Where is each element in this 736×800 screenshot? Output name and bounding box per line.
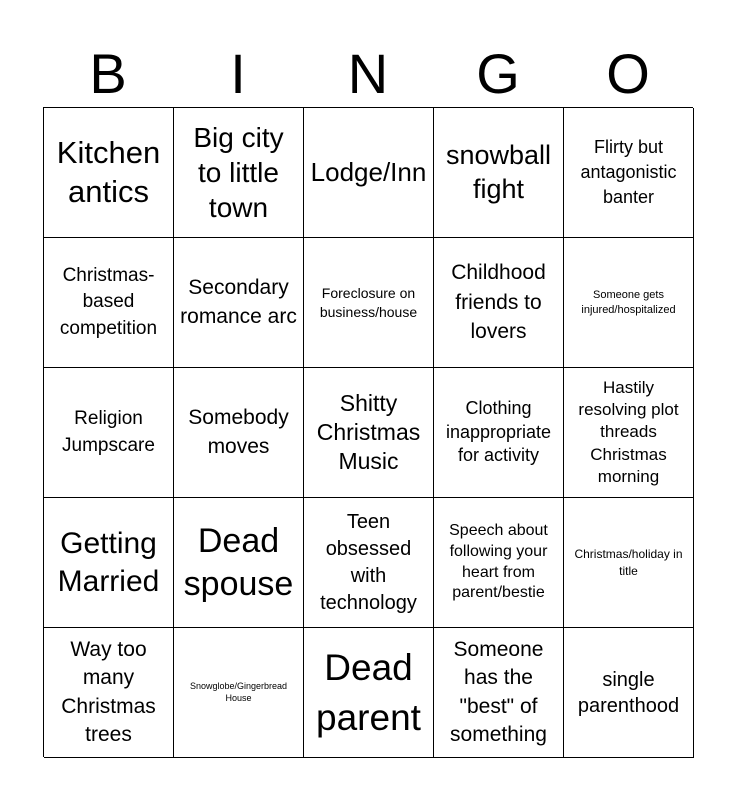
bingo-cell[interactable] [564,498,694,628]
bingo-cell[interactable] [564,108,694,238]
cell-text: Shitty Christmas Music [316,390,421,474]
header-letter-n: N [347,42,389,105]
bingo-header [43,40,693,108]
bingo-cell[interactable] [44,108,174,238]
bingo-cell[interactable] [44,628,174,758]
cell-text: Secondary romance arc [180,276,297,328]
header-letter-b: B [89,42,127,105]
cell-text: Foreclosure on business/house [319,285,418,320]
header-letter-i: I [230,42,246,105]
bingo-cell[interactable] [564,368,694,498]
cell-text: Big city to little town [193,122,284,223]
bingo-cell[interactable] [434,368,564,498]
bingo-cell[interactable] [304,238,434,368]
cell-text: Someone has the "best" of something [450,637,547,746]
cell-text: Somebody moves [188,406,289,458]
cell-text: Christmas-based competition [59,264,158,339]
cell-text: Flirty but antagonistic banter [580,136,677,208]
bingo-cell[interactable] [564,628,694,758]
cell-text: Christmas/holiday in title [574,547,683,578]
bingo-cell[interactable] [44,498,174,628]
bingo-cell[interactable] [304,368,434,498]
cell-text: Kitchen antics [56,134,161,209]
bingo-cell[interactable] [304,108,434,238]
bingo-cell[interactable] [434,238,564,368]
cell-text: Way too many Christmas trees [61,637,156,746]
cell-text: Teen obsessed with technology [320,510,417,614]
bingo-cell[interactable] [304,498,434,628]
header-letter-g: G [476,42,520,105]
cell-text: Someone gets injured/hospitalized [581,289,676,316]
bingo-grid [43,107,693,757]
bingo-cell[interactable] [564,238,694,368]
bingo-cell[interactable] [174,498,304,628]
bingo-cell[interactable] [434,498,564,628]
bingo-cell[interactable] [174,108,304,238]
cell-text: Snowglobe/Gingerbread House [189,680,288,703]
cell-text: single parenthood [577,668,680,717]
cell-text: Hastily resolving plot threads Christmas morning [578,378,679,486]
cell-text: snowball fight [445,139,552,204]
cell-text: Lodge/Inn [310,156,427,187]
cell-text: Dead parent [316,646,421,738]
bingo-cell[interactable] [434,108,564,238]
cell-text: Religion Jumpscare [62,407,155,456]
bingo-cell[interactable] [174,238,304,368]
header-letter-o: O [606,42,650,105]
bingo-cell[interactable] [174,628,304,758]
cell-text: Speech about following your heart from parent/bestie [449,521,548,602]
bingo-cell[interactable] [174,368,304,498]
cell-text: Getting Married [57,527,160,598]
bingo-cell[interactable] [44,238,174,368]
bingo-cell[interactable] [434,628,564,758]
cell-text: Dead spouse [183,522,294,603]
cell-text: Childhood friends to lovers [451,261,546,344]
cell-text: Clothing inappropriate for activity [445,398,552,466]
bingo-cell[interactable] [304,628,434,758]
bingo-cell[interactable] [44,368,174,498]
